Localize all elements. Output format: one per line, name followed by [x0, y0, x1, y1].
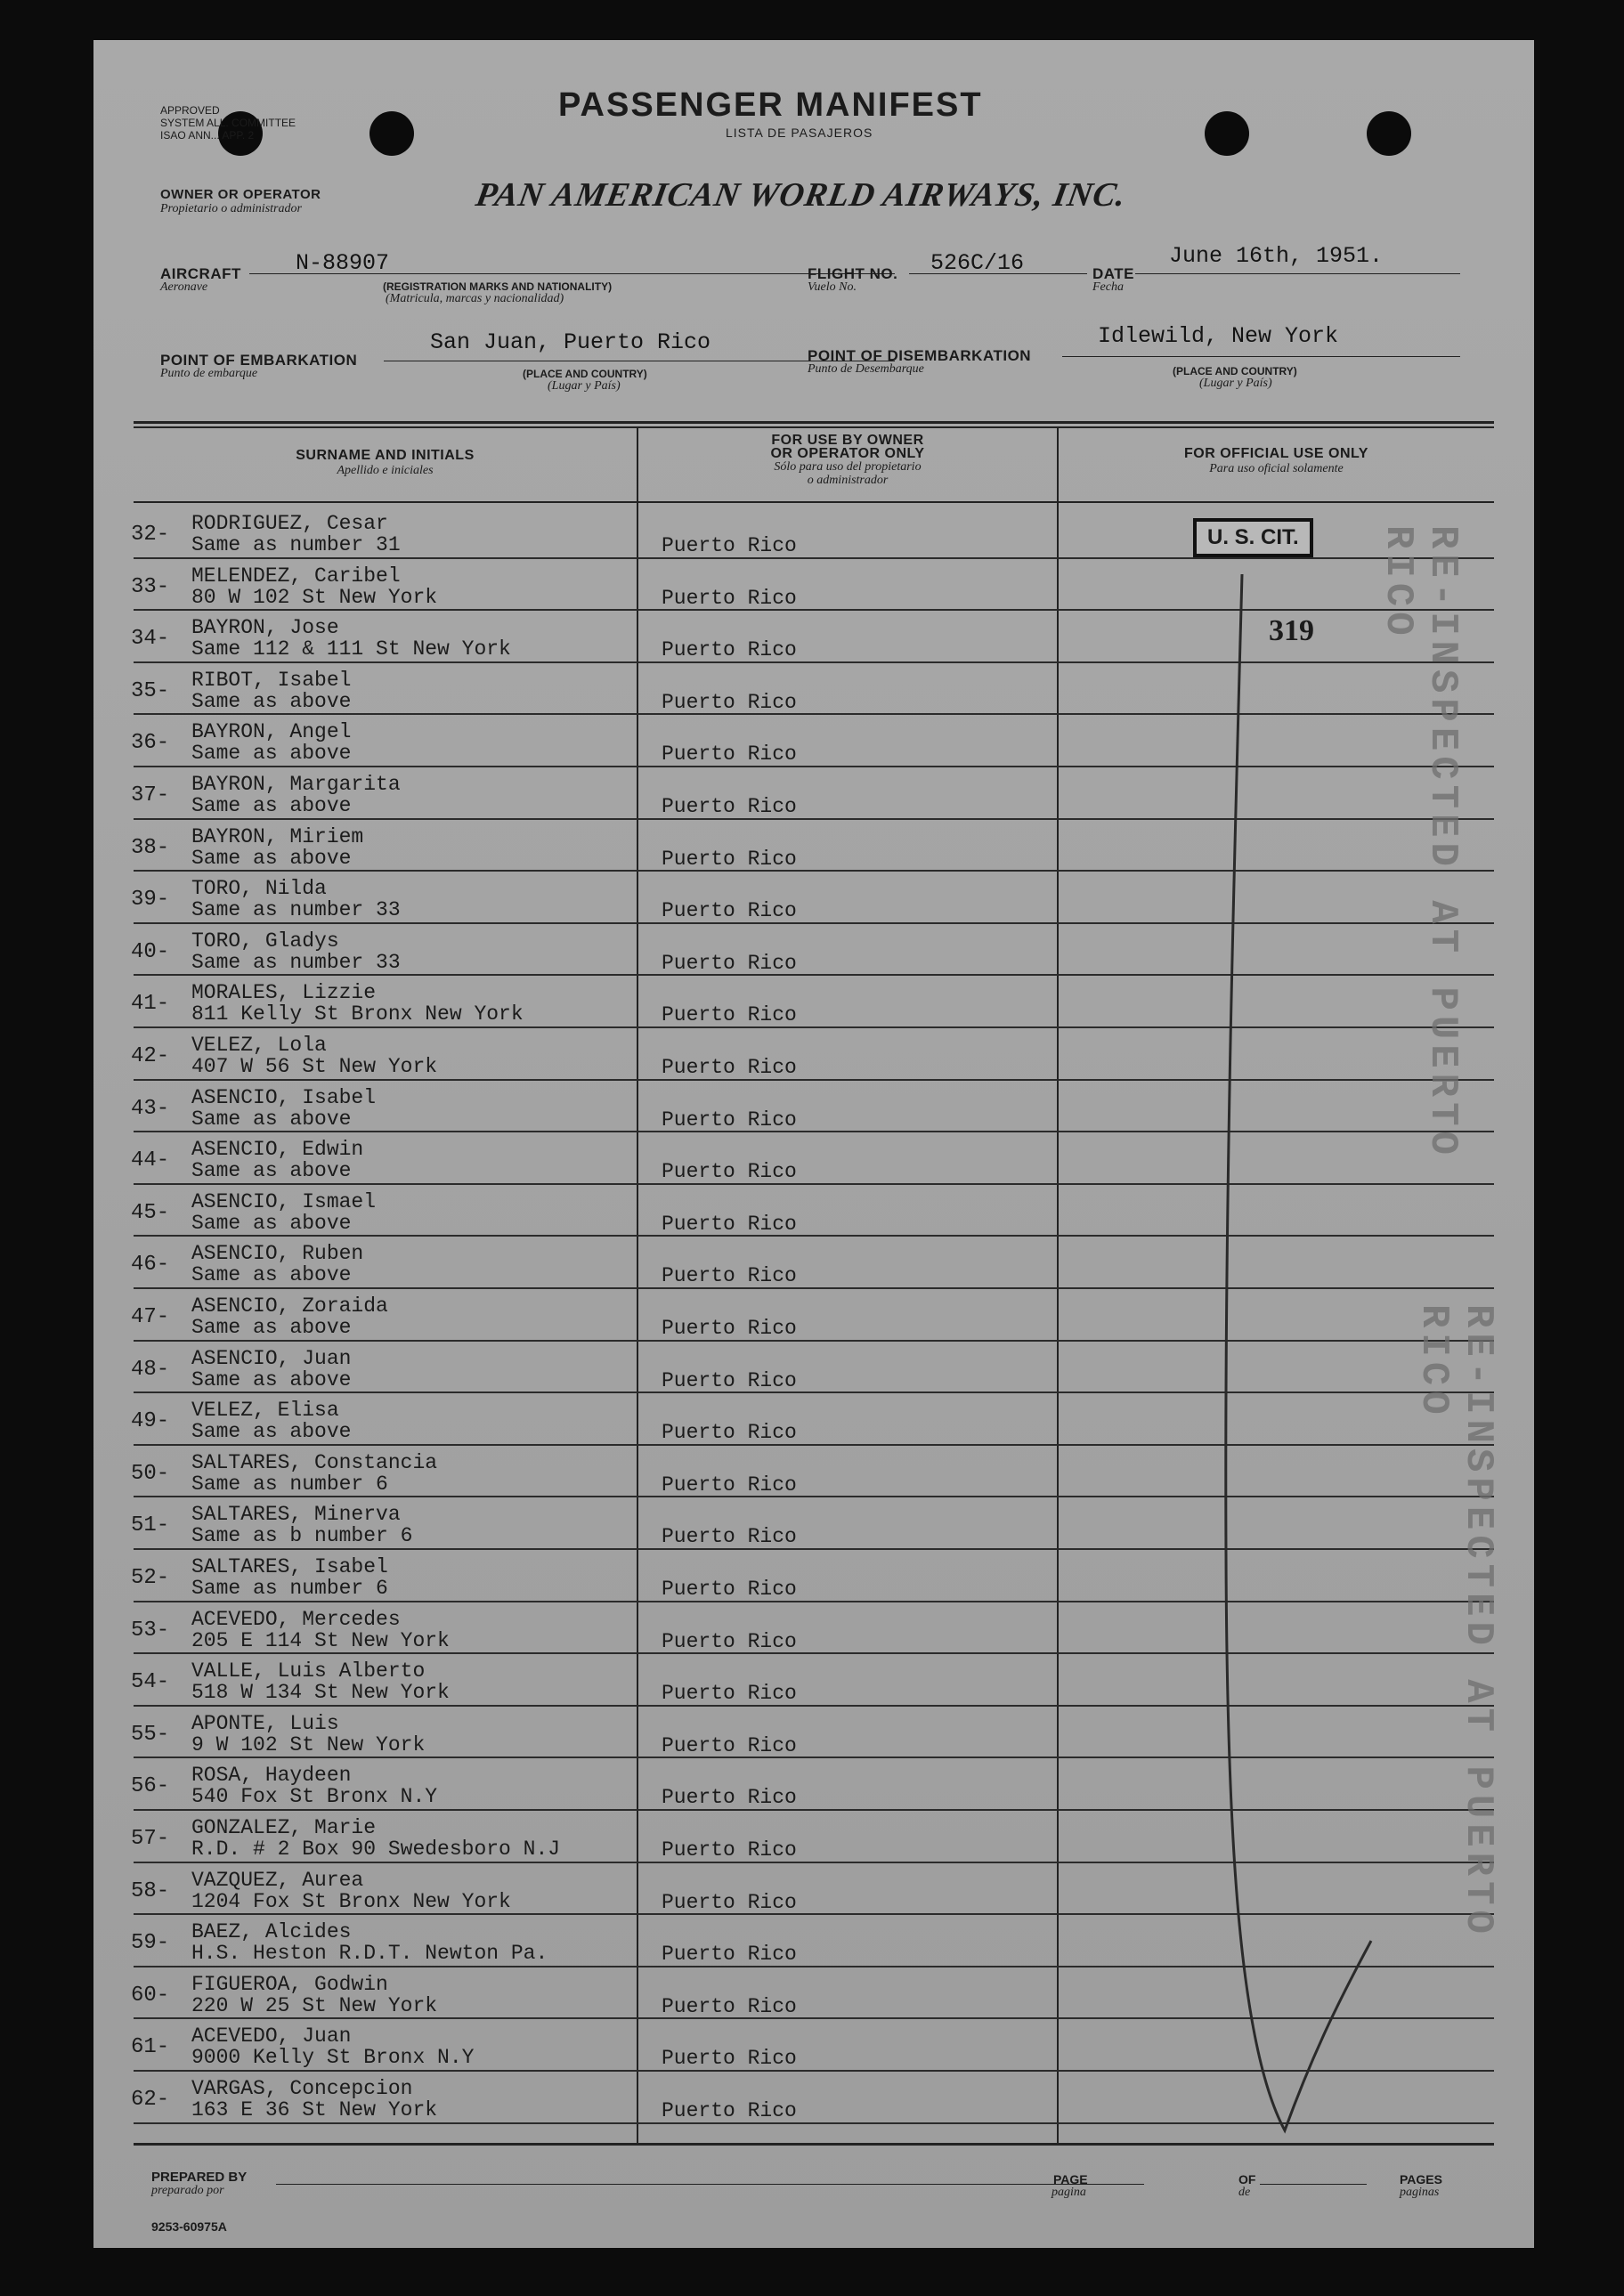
column-header-label: FOR OFFICIAL USE ONLY — [1184, 446, 1368, 461]
passenger-name: MORALES, Lizzie — [191, 981, 377, 1005]
page-title: PASSENGER MANIFEST — [558, 86, 983, 124]
passenger-name: VALLE, Luis Alberto — [191, 1659, 426, 1683]
registration-note: (REGISTRATION MARKS AND NATIONALITY) — [383, 280, 613, 293]
footer-rule — [134, 2143, 1494, 2146]
passenger-origin: Puerto Rico — [662, 951, 797, 975]
passenger-address: Same as above — [191, 1159, 352, 1183]
column-header-label: SURNAME AND INITIALS — [296, 448, 475, 463]
passenger-number: 62- — [131, 2088, 170, 2112]
passenger-origin: Puerto Rico — [662, 1578, 797, 1601]
passenger-origin: Puerto Rico — [662, 1056, 797, 1079]
passenger-origin: Puerto Rico — [662, 1890, 797, 1914]
passenger-origin: Puerto Rico — [662, 1212, 797, 1236]
passenger-origin: Puerto Rico — [662, 690, 797, 714]
passenger-name: RIBOT, Isabel — [191, 668, 352, 692]
passenger-name: ASENCIO, Juan — [191, 1346, 352, 1370]
embark-label: POINT OF EMBARKATION — [160, 352, 358, 369]
embark-label-es: Punto de embarque — [160, 367, 258, 380]
passenger-number: 56- — [131, 1774, 170, 1799]
of-rule — [1260, 2184, 1367, 2185]
aircraft-label-es: Aeronave — [160, 280, 208, 294]
passenger-name: VARGAS, Concepcion — [191, 2077, 413, 2100]
page-label: PAGE — [1053, 2172, 1088, 2186]
passenger-name: ASENCIO, Isabel — [191, 1085, 377, 1109]
passenger-number: 59- — [131, 1931, 170, 1956]
passenger-address: 163 E 36 St New York — [191, 2098, 438, 2122]
date-value: June 16th, 1951. — [1169, 243, 1384, 269]
owner-label: OWNER OR OPERATOR — [160, 187, 321, 202]
passenger-name: RODRIGUEZ, Cesar — [191, 512, 388, 535]
pages-label-es: paginas — [1400, 2186, 1440, 2199]
prepared-label-es: preparado por — [151, 2184, 224, 2197]
prepared-rule — [276, 2184, 1144, 2185]
passenger-origin: Puerto Rico — [662, 1107, 797, 1132]
passenger-origin: Puerto Rico — [662, 1994, 797, 2018]
passenger-origin: Puerto Rico — [662, 795, 797, 818]
column-header-label-es: o administrador — [807, 474, 889, 487]
passenger-address: 9000 Kelly St Bronx N.Y — [191, 2046, 475, 2070]
passenger-address: 811 Kelly St Bronx New York — [191, 1002, 524, 1026]
passenger-number: 43- — [131, 1096, 170, 1121]
passenger-address: Same as above — [191, 1420, 352, 1444]
passenger-origin: Puerto Rico — [662, 1003, 797, 1027]
passenger-number: 48- — [131, 1357, 170, 1382]
passenger-origin: Puerto Rico — [662, 1943, 797, 1967]
passenger-origin: Puerto Rico — [662, 847, 797, 871]
passenger-name: ACEVEDO, Juan — [191, 2024, 352, 2049]
passenger-name: SALTARES, Isabel — [191, 1555, 388, 1578]
date-label-es: Fecha — [1092, 280, 1124, 294]
passenger-origin: Puerto Rico — [662, 2047, 797, 2071]
pages-label: PAGES — [1400, 2172, 1442, 2186]
passenger-name: ASENCIO, Ruben — [191, 1242, 364, 1266]
disembark-place-note-es: (Lugar y País) — [1199, 377, 1272, 390]
column-header-label-es: Para uso oficial solamente — [1209, 462, 1344, 475]
of-label: OF — [1238, 2172, 1256, 2186]
passenger-name: ACEVEDO, Mercedes — [191, 1607, 401, 1631]
passenger-name: VELEZ, Elisa — [191, 1399, 339, 1423]
form-number: 9253-60975A — [151, 2219, 227, 2234]
passenger-address: Same as above — [191, 846, 352, 870]
owner-label-es: Propietario o administrador — [160, 202, 302, 215]
passenger-origin: Puerto Rico — [662, 1317, 797, 1340]
column-header-label: OR OPERATOR ONLY — [770, 446, 925, 461]
passenger-name: SALTARES, Constancia — [191, 1450, 438, 1474]
passenger-name: SALTARES, Minerva — [191, 1503, 401, 1527]
reinspected-stamp: RE-INSPECTED AT PUERTO RICO — [1376, 525, 1465, 1160]
prepared-label: PREPARED BY — [151, 2170, 248, 2185]
passenger-address: Same as above — [191, 1367, 352, 1391]
passenger-address: 205 E 114 St New York — [191, 1628, 450, 1652]
passenger-address: Same as above — [191, 742, 352, 766]
passenger-number: 39- — [131, 888, 170, 913]
passenger-address: Same 112 & 111 St New York — [191, 637, 511, 661]
passenger-number: 32- — [131, 523, 170, 547]
passenger-name: MELENDEZ, Caribel — [191, 564, 401, 588]
flight-label: FLIGHT NO. — [808, 265, 898, 282]
passenger-number: 47- — [131, 1305, 170, 1329]
passenger-origin: Puerto Rico — [662, 1421, 797, 1445]
passenger-address: 540 Fox St Bronx N.Y — [191, 1785, 438, 1809]
passenger-origin: Puerto Rico — [662, 1838, 797, 1862]
date-label: DATE — [1092, 265, 1135, 282]
passenger-origin: Puerto Rico — [662, 2099, 797, 2122]
embark-place-note: (PLACE AND COUNTRY) — [523, 368, 647, 380]
passenger-address: Same as above — [191, 689, 352, 713]
flight-label-es: Vuelo No. — [808, 280, 857, 294]
passenger-address: 9 W 102 St New York — [191, 1732, 426, 1756]
passenger-origin: Puerto Rico — [662, 586, 797, 610]
column-header-label: FOR USE BY OWNER — [771, 433, 924, 448]
passenger-number: 35- — [131, 678, 170, 703]
passenger-origin: Puerto Rico — [662, 1473, 797, 1497]
passenger-number: 40- — [131, 939, 170, 964]
passenger-number: 46- — [131, 1253, 170, 1278]
passenger-number: 55- — [131, 1722, 170, 1747]
passenger-number: 53- — [131, 1618, 170, 1643]
check-mark — [93, 40, 1534, 2248]
passenger-origin: Puerto Rico — [662, 742, 797, 767]
flight-value: 526C/16 — [930, 250, 1025, 276]
passenger-name: BAYRON, Margarita — [191, 773, 401, 796]
disembark-value: Idlewild, New York — [1098, 323, 1339, 349]
passenger-origin: Puerto Rico — [662, 638, 797, 662]
passenger-number: 54- — [131, 1670, 170, 1695]
passenger-number: 34- — [131, 627, 170, 652]
passenger-address: Same as above — [191, 1316, 352, 1339]
passenger-number: 57- — [131, 1827, 170, 1851]
passenger-name: TORO, Gladys — [191, 929, 339, 953]
passenger-number: 49- — [131, 1409, 170, 1434]
passenger-name: FIGUEROA, Godwin — [191, 1972, 388, 1996]
passenger-address: Same as number 6 — [191, 1577, 388, 1600]
passenger-number: 52- — [131, 1566, 170, 1590]
passenger-address: 1204 Fox St Bronx New York — [191, 1889, 511, 1913]
passenger-name: TORO, Nilda — [191, 877, 327, 901]
page-label-es: pagina — [1052, 2186, 1086, 2199]
disembark-place-note: (PLACE AND COUNTRY) — [1173, 365, 1297, 377]
passenger-origin: Puerto Rico — [662, 1160, 797, 1184]
passenger-name: BAYRON, Jose — [191, 616, 339, 640]
passenger-address: H.S. Heston R.D.T. Newton Pa. — [191, 1942, 548, 1966]
passenger-number: 38- — [131, 835, 170, 860]
passenger-origin: Puerto Rico — [662, 1629, 797, 1653]
approved-line: SYSTEM ALL. COMMITTEE — [160, 117, 296, 129]
passenger-origin: Puerto Rico — [662, 534, 797, 557]
passenger-origin: Puerto Rico — [662, 1368, 797, 1392]
passenger-name: VAZQUEZ, Aurea — [191, 1868, 364, 1892]
passenger-number: 45- — [131, 1200, 170, 1225]
passenger-number: 41- — [131, 992, 170, 1017]
passenger-address: 80 W 102 St New York — [191, 585, 438, 609]
passenger-number: 58- — [131, 1878, 170, 1903]
reinspected-stamp: RE-INSPECTED AT PUERTO RICO — [1411, 1304, 1500, 1939]
passenger-name: ASENCIO, Ismael — [191, 1189, 377, 1213]
column-header-label-es: Apellido e iniciales — [337, 464, 434, 477]
passenger-name: APONTE, Luis — [191, 1711, 339, 1735]
passenger-address: 220 W 25 St New York — [191, 1993, 438, 2017]
passenger-number: 44- — [131, 1148, 170, 1173]
passenger-number: 36- — [131, 731, 170, 756]
passenger-number: 37- — [131, 783, 170, 807]
aircraft-label: AIRCRAFT — [160, 265, 241, 282]
passenger-address: Same as b number 6 — [191, 1524, 413, 1548]
column-header-label-es: Sólo para uso del propietario — [774, 460, 922, 474]
passenger-number: 61- — [131, 2035, 170, 2060]
passenger-name: ASENCIO, Edwin — [191, 1138, 364, 1162]
of-label-es: de — [1238, 2186, 1251, 2199]
operator-name: PAN AMERICAN WORLD AIRWAYS, INC. — [473, 176, 1130, 214]
registration-note-es: (Matricula, marcas y nacionalidad) — [386, 292, 564, 305]
passenger-name: VELEZ, Lola — [191, 1034, 327, 1057]
passenger-address: Same as number 33 — [191, 898, 401, 922]
passenger-name: BAYRON, Miriem — [191, 824, 364, 848]
passenger-address: Same as number 6 — [191, 1472, 388, 1496]
passenger-name: BAEZ, Alcides — [191, 1920, 352, 1944]
passenger-address: Same as above — [191, 1211, 352, 1235]
passenger-number: 60- — [131, 1983, 170, 2008]
passenger-address: 518 W 134 St New York — [191, 1681, 450, 1705]
passenger-number: 51- — [131, 1513, 170, 1538]
passenger-address: 407 W 56 St New York — [191, 1055, 438, 1078]
approved-line: APPROVED — [160, 104, 220, 117]
passenger-address: Same as above — [191, 1107, 352, 1131]
official-number: 319 — [1269, 614, 1314, 647]
us-citizen-stamp: U. S. CIT. — [1193, 518, 1313, 557]
passenger-name: BAYRON, Angel — [191, 720, 352, 744]
passenger-address: R.D. # 2 Box 90 Swedesboro N.J — [191, 1838, 561, 1861]
manifest-page — [93, 40, 1534, 2248]
passenger-origin: Puerto Rico — [662, 1733, 797, 1757]
passenger-name: ASENCIO, Zoraida — [191, 1294, 388, 1318]
passenger-address: Same as number 33 — [191, 950, 401, 974]
passenger-number: 50- — [131, 1461, 170, 1486]
passenger-origin: Puerto Rico — [662, 1682, 797, 1706]
disembark-label: POINT OF DISEMBARKATION — [808, 347, 1032, 364]
approved-line: ISAO ANN... APP. 2 — [160, 129, 255, 142]
passenger-address: Same as number 31 — [191, 533, 401, 556]
passenger-address: Same as above — [191, 1263, 352, 1287]
embark-value: San Juan, Puerto Rico — [430, 329, 711, 355]
disembark-label-es: Punto de Desembarque — [808, 362, 924, 376]
passenger-origin: Puerto Rico — [662, 1786, 797, 1810]
passenger-origin: Puerto Rico — [662, 1264, 797, 1288]
passenger-number: 42- — [131, 1044, 170, 1068]
passenger-name: ROSA, Haydeen — [191, 1764, 352, 1788]
passenger-address: Same as above — [191, 794, 352, 817]
page-subtitle: LISTA DE PASAJEROS — [726, 126, 873, 140]
passenger-origin: Puerto Rico — [662, 899, 797, 923]
aircraft-value: N-88907 — [296, 250, 390, 276]
passenger-origin: Puerto Rico — [662, 1525, 797, 1549]
passenger-number: 33- — [131, 574, 170, 599]
passenger-name: GONZALEZ, Marie — [191, 1816, 377, 1839]
embark-place-note-es: (Lugar y País) — [548, 379, 621, 393]
